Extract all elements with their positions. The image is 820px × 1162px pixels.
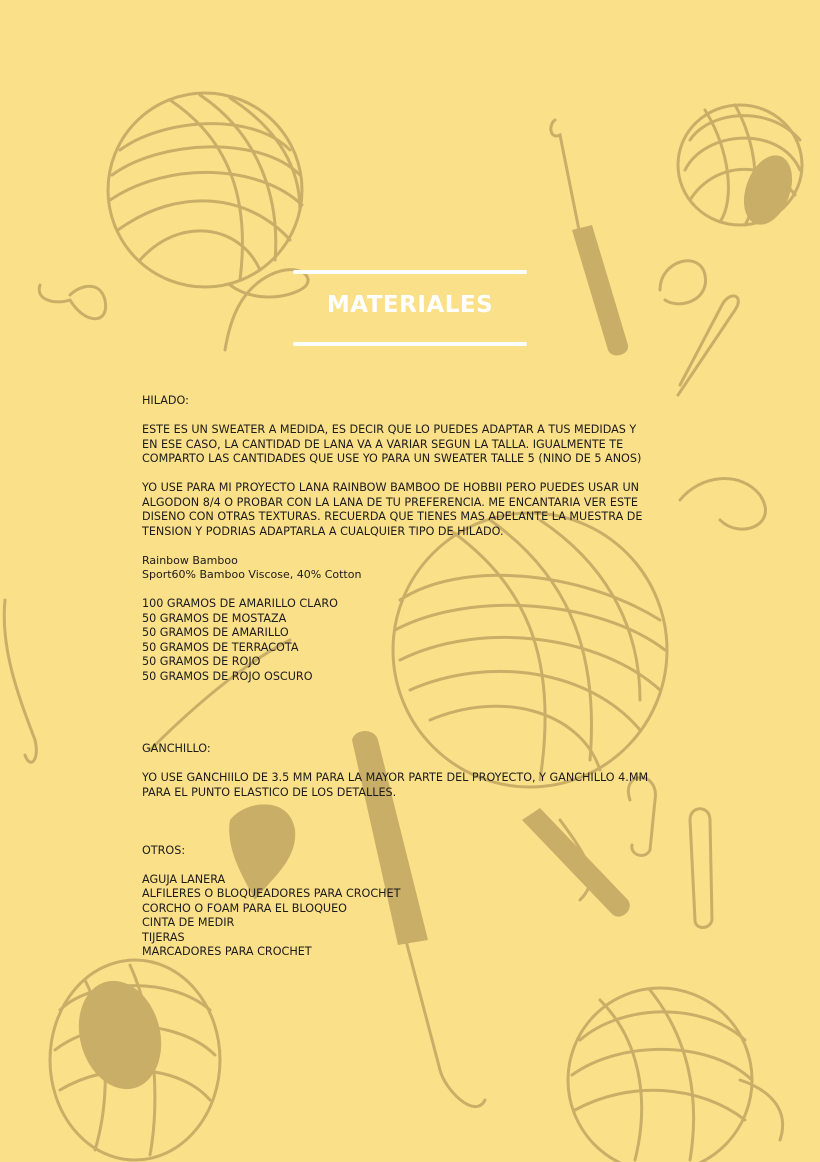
- otros-item: MARCADORES PARA CROCHET: [142, 945, 312, 958]
- ganchillo-heading: GANCHILLO:: [142, 742, 211, 755]
- yarn-quantity: 50 GRAMOS DE MOSTAZA: [142, 611, 287, 625]
- crochet-hook-handle: [572, 225, 628, 355]
- yarn-ball-icon: [108, 93, 308, 350]
- title-top-rule: [293, 270, 527, 274]
- otros-item: TIJERAS: [142, 930, 185, 944]
- hilado-paragraph-line: TENSION Y PODRIAS ADAPTARLA A CUALQUIER TIPO DE HILADO.: [142, 524, 504, 538]
- yarn-quantity: 50 GRAMOS DE TERRACOTA: [142, 640, 299, 654]
- otros-item: CORCHO O FOAM PARA EL BLOQUEO: [142, 901, 347, 915]
- page-title: MATERIALES: [326, 292, 494, 318]
- hilado-heading: HILADO:: [142, 394, 189, 407]
- crochet-hook-icon: [551, 120, 580, 235]
- hilado-paragraph-line: YO USE PARA MI PROYECTO LANA RAINBOW BAMBOO DE HOBBII PERO PUEDES USAR UN: [142, 481, 640, 494]
- otros-heading: OTROS:: [142, 843, 186, 857]
- materials-content: [142, 394, 702, 960]
- ganchillo-text-line: YO USE GANCHIILO DE 3.5 MM PARA LA MAYOR PARTE DEL PROYECTO, Y GANCHILLO 4.MM: [142, 771, 649, 784]
- title-bottom-rule: [293, 342, 527, 346]
- ganchillo-text-line: PARA EL PUNTO ELASTICO DE LOS DETALLES.: [142, 785, 397, 799]
- hilado-paragraph-line: ESTE ES UN SWEATER A MEDIDA, ES DECIR QUE LO PUEDES ADAPTAR A TUS MEDIDAS Y: [142, 423, 637, 436]
- safety-pin-icon: [678, 296, 738, 395]
- hilado-paragraph-line: ALGODON 8/4 O PROBAR CON LA LANA DE TU PREFERENCIA. ME ENCANTARIA VER ESTE: [142, 495, 638, 509]
- crochet-hook-icon: [4, 600, 36, 762]
- yarn-quantity: 50 GRAMOS DE AMARILLO: [142, 626, 289, 639]
- hilado-paragraph-line: COMPARTO LAS CANTIDADES QUE USE YO PARA UN SWEATER TALLE 5 (NINO DE 5 ANOS): [142, 452, 642, 465]
- yarn-quantity: 50 GRAMOS DE ROJO OSCURO: [142, 669, 313, 683]
- otros-item: ALFILERES O BLOQUEADORES PARA CROCHET: [142, 887, 401, 900]
- yarn-ball-icon: [568, 988, 783, 1162]
- yarn-quantity: 100 GRAMOS DE AMARILLO CLARO: [142, 597, 338, 610]
- hilado-paragraph-line: EN ESE CASO, LA CANTIDAD DE LANA VA A VARIAR SEGUN LA TALLA. IGUALMENTE TE: [142, 437, 624, 451]
- hilado-paragraph-line: DISENO CON OTRAS TEXTURAS. RECUERDA QUE TIENES MAS ADELANTE LA MUESTRA DE: [142, 510, 643, 523]
- otros-item: CINTA DE MEDIR: [142, 916, 235, 929]
- safety-pin-icon: [660, 261, 706, 304]
- yarn-spec: Sport60% Bamboo Viscose, 40% Cotton: [142, 568, 362, 581]
- yarn-quantity: 50 GRAMOS DE ROJO: [142, 655, 261, 668]
- otros-item: AGUJA LANERA: [142, 872, 226, 886]
- yarn-name: Rainbow Bamboo: [142, 553, 238, 567]
- stitch-marker-icon: [39, 285, 105, 319]
